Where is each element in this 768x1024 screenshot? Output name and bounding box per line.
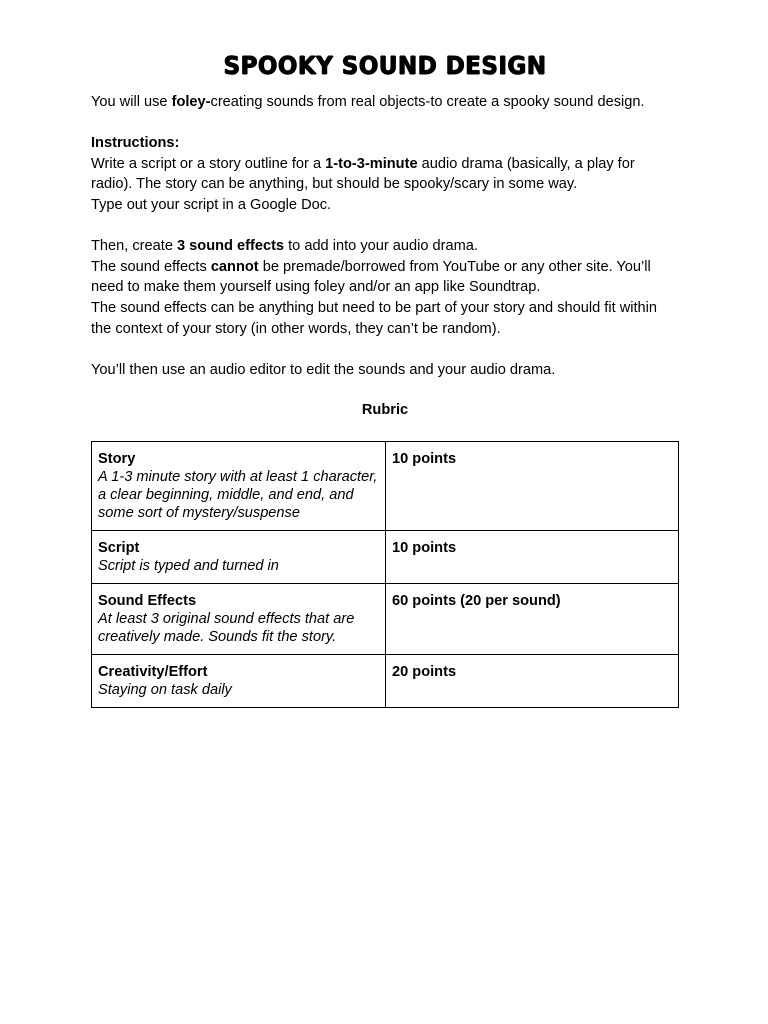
instructions-line-2: Type out your script in a Google Doc.	[91, 196, 332, 213]
criterion-name: Story	[98, 451, 136, 467]
points-value: 60 points (20 per sound)	[392, 593, 561, 609]
criterion-cell	[92, 442, 386, 531]
instructions-line-4	[91, 257, 679, 298]
rubric-table	[91, 441, 679, 708]
table-row	[92, 655, 679, 708]
document-title: SPOOKY SOUND DESIGN	[223, 51, 547, 80]
instructions-line-3	[91, 236, 679, 257]
instructions-line-6: You’ll then use an audio editor to edit the sounds and your audio drama.	[91, 361, 556, 378]
document-body	[91, 92, 679, 380]
intro-text-a: You will use	[91, 94, 172, 110]
instructions-line-3-b: to add into your audio drama.	[284, 238, 478, 255]
instructions-line-3-a: Then, create	[91, 238, 177, 255]
instructions-line-5: The sound effects can be anything but need to be part of your story and should fit within the context of your story (in other words, they can’t be random).	[91, 299, 658, 337]
criterion-description: Staying on task daily	[98, 682, 232, 698]
instructions-heading-text: Instructions:	[91, 135, 180, 152]
points-value: 10 points	[392, 540, 457, 556]
intro-bold-foley: foley-	[171, 94, 211, 110]
rubric-title: Rubric	[361, 402, 409, 418]
criterion-description: Script is typed and turned in	[98, 558, 279, 574]
points-value: 20 points	[392, 664, 457, 680]
instructions-line-1	[91, 154, 679, 195]
instructions-line-3-bold: 3 sound effects	[177, 238, 285, 255]
points-cell	[386, 442, 679, 531]
instructions-line-4-a: The sound effects	[91, 258, 211, 275]
points-cell	[386, 531, 679, 584]
table-row	[92, 584, 679, 655]
instructions-line-1-b: audio drama (basically, a play for radio). The story can be anything, but should be spooky/scary in some way.	[91, 155, 635, 193]
intro-paragraph	[91, 92, 679, 113]
criterion-description: A 1-3 minute story with at least 1 character, a clear beginning, middle, and end, and some sort of mystery/suspense	[98, 469, 378, 521]
instructions-line-1-bold: 1-to-3-minute	[325, 155, 418, 172]
points-value: 10 points	[392, 451, 457, 467]
instructions-line-4-bold: cannot	[210, 258, 259, 275]
criterion-cell	[92, 584, 386, 655]
criterion-name: Sound Effects	[98, 593, 197, 609]
instructions-line-4-b: be premade/borrowed from YouTube or any other site. You’ll need to make them yourself using foley and/or an app like Soundtrap.	[91, 258, 651, 296]
table-row	[92, 442, 679, 531]
instructions-line-1-a: Write a script or a story outline for a	[91, 155, 326, 172]
criterion-cell	[92, 655, 386, 708]
instructions-heading	[91, 133, 679, 154]
criterion-cell	[92, 531, 386, 584]
points-cell	[386, 584, 679, 655]
criterion-name: Script	[98, 540, 140, 556]
criterion-name: Creativity/Effort	[98, 664, 208, 680]
table-row	[92, 531, 679, 584]
intro-text-b: creating sounds from real objects-to create a spooky sound design.	[210, 94, 645, 110]
criterion-description: At least 3 original sound effects that are creatively made. Sounds fit the story.	[98, 611, 355, 645]
points-cell	[386, 655, 679, 708]
